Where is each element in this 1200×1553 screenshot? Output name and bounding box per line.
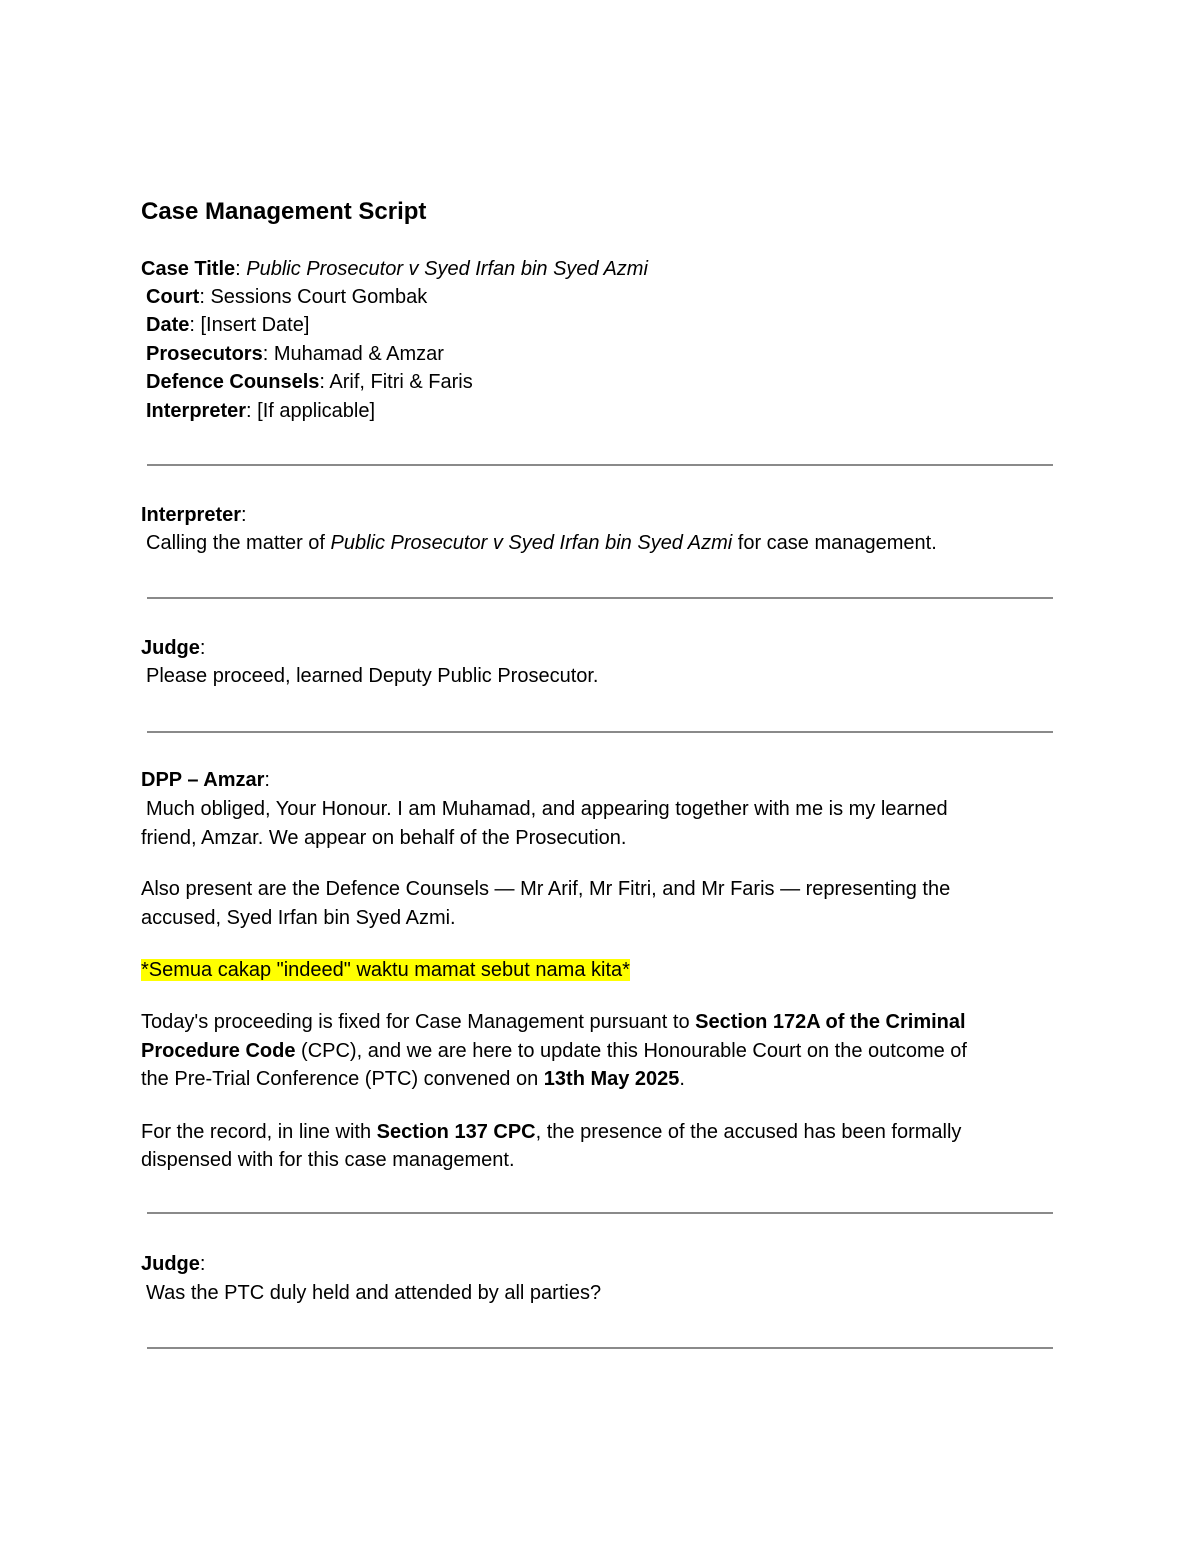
speech-text: Procedure Code (CPC), and we are here to update this Honourable Court on the outcome of bbox=[141, 1040, 967, 1062]
case-title-value: Public Prosecutor v Syed Irfan bin Syed Azmi bbox=[246, 258, 648, 280]
speech-text: the Pre-Trial Conference (PTC) convened on 13th May 2025. bbox=[141, 1068, 685, 1090]
prosecutors-value: Muhamad & Amzar bbox=[273, 343, 444, 365]
speech-text: dispensed with for this case management. bbox=[141, 1149, 515, 1171]
divider bbox=[147, 1212, 1053, 1214]
interpreter-label: Interpreter bbox=[146, 400, 247, 422]
speech-text: Please proceed, learned Deputy Public Prosecutor. bbox=[146, 665, 599, 687]
court-value: Sessions Court Gombak bbox=[210, 286, 428, 308]
speaker-label: Interpreter: bbox=[141, 504, 247, 526]
court-line: Court: Sessions Court Gombak bbox=[146, 286, 428, 308]
prosecutors-label: Prosecutors bbox=[146, 343, 263, 365]
speech-text: Much obliged, Your Honour. I am Muhamad, and appearing together with me is my learned bbox=[146, 798, 948, 820]
interpreter-value: [If applicable] bbox=[257, 400, 376, 422]
speech-text: For the record, in line with Section 137 CPC, the presence of the accused has been formally bbox=[141, 1121, 962, 1143]
divider bbox=[147, 464, 1053, 466]
speech-text: Also present are the Defence Counsels — Mr Arif, Mr Fitri, and Mr Faris — representing the bbox=[141, 878, 951, 900]
date-label: Date bbox=[146, 314, 190, 336]
case-title-label: Case Title bbox=[141, 258, 236, 280]
divider bbox=[147, 1347, 1053, 1349]
speaker-label: DPP – Amzar: bbox=[141, 769, 270, 791]
speech-text: friend, Amzar. We appear on behalf of the Prosecution. bbox=[141, 827, 627, 849]
date-line: Date: [Insert Date] bbox=[146, 314, 310, 336]
defence-label: Defence Counsels bbox=[146, 371, 320, 393]
document-title: Case Management Script bbox=[141, 198, 427, 225]
date-value: [Insert Date] bbox=[200, 314, 310, 336]
speech-text: Calling the matter of Public Prosecutor v Syed Irfan bin Syed Azmi for case management. bbox=[146, 532, 937, 554]
prosecutors-line: Prosecutors: Muhamad & Amzar bbox=[146, 343, 444, 365]
speaker-label: Judge: bbox=[141, 1253, 206, 1275]
speaker-label: Judge: bbox=[141, 637, 206, 659]
speech-text: accused, Syed Irfan bin Syed Azmi. bbox=[141, 907, 456, 929]
interpreter-line: Interpreter: [If applicable] bbox=[146, 400, 376, 422]
defence-value: Arif, Fitri & Faris bbox=[329, 371, 473, 393]
court-label: Court bbox=[146, 286, 200, 308]
highlighted-note: *Semua cakap "indeed" waktu mamat sebut nama kita* bbox=[141, 959, 630, 981]
defence-line: Defence Counsels: Arif, Fitri & Faris bbox=[146, 371, 473, 393]
case-title-line: Case Title: Public Prosecutor v Syed Irfan bin Syed Azmi bbox=[141, 258, 648, 280]
speech-text: Today's proceeding is fixed for Case Management pursuant to Section 172A of the Criminal bbox=[141, 1011, 966, 1033]
speech-text: Was the PTC duly held and attended by all parties? bbox=[146, 1282, 602, 1304]
divider bbox=[147, 731, 1053, 733]
divider bbox=[147, 597, 1053, 599]
